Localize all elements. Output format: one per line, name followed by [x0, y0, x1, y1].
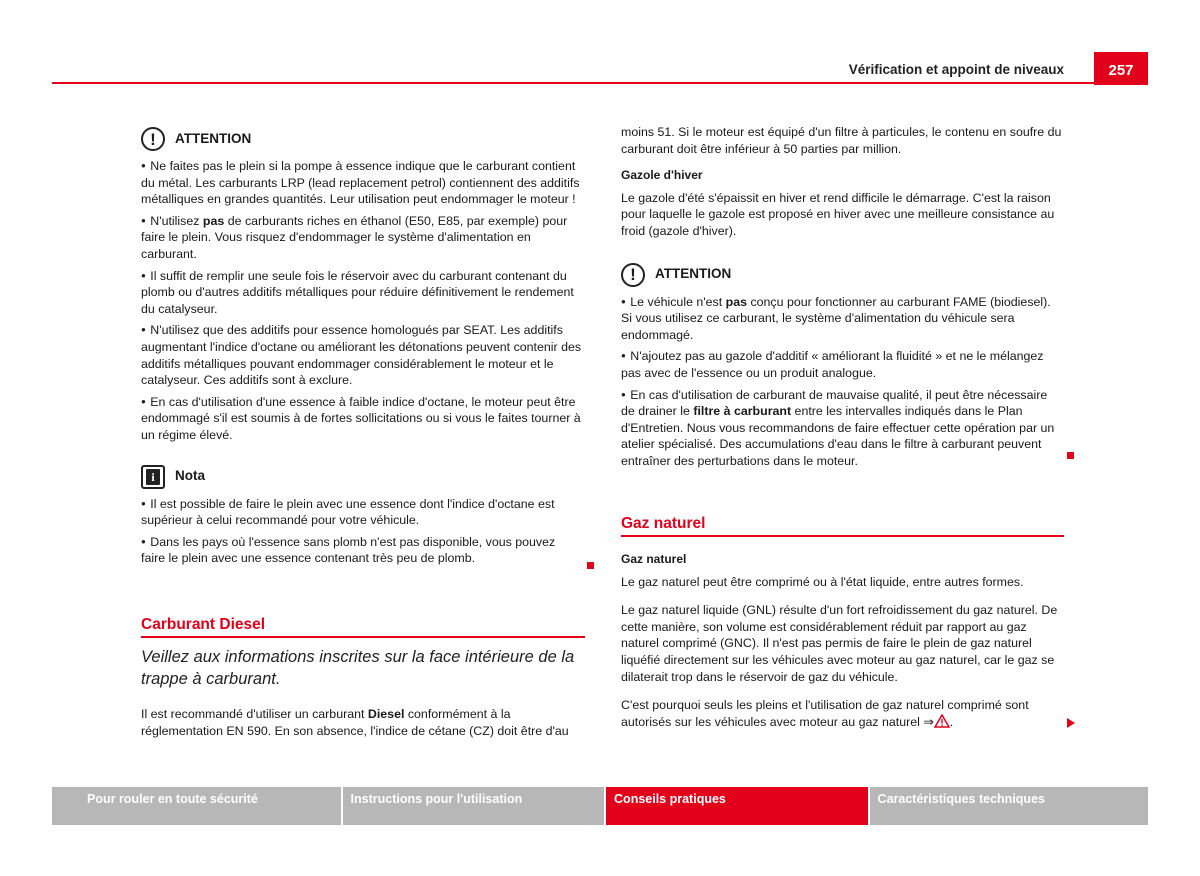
- header-rule: [52, 82, 1094, 84]
- page-number: 257: [1094, 52, 1148, 85]
- footer-tab-conseils[interactable]: Conseils pratiques: [606, 787, 868, 825]
- continue-arrow-icon: [1067, 718, 1075, 728]
- attention-title: ATTENTION: [175, 130, 252, 146]
- subhead-gaz: Gaz naturel: [621, 552, 687, 567]
- end-square-marker: [587, 562, 594, 569]
- footer-tab-securite[interactable]: Pour rouler en toute sécurité: [52, 787, 341, 825]
- nota-bullet: ● Dans les pays où l'essence sans plomb n'est pas disponible, vous pouvez faire le plein avec une essence contenant très peu de plomb.: [141, 534, 571, 567]
- info-icon: i: [141, 465, 165, 489]
- nota-heading: [141, 462, 585, 492]
- chapter-title: Vérification et appoint de niveaux: [848, 62, 1064, 77]
- attention-icon: !: [621, 263, 645, 287]
- attention-bullet: ● N'ajoutez pas au gazole d'additif « améliorant la fluidité » et ne le mélangez pas avec de l'essence ou un produit analogue.: [621, 348, 1064, 381]
- attention-bullet: ● En cas d'utilisation de carburant de mauvaise qualité, il peut être nécessaire de drainer le filtre à carburant entre les intervalles indiqués dans le Plan d'Entretien. Nous vous recommandons de faire effectuer cette opération par un atelier spécialisé. Des accumulations d'eau dans le filtre à carburant peuvent entraîner des perturbations dans le moteur.: [621, 387, 1064, 470]
- attention-bullet: ● N'utilisez que des additifs pour essence homologués par SEAT. Les additifs augmentant l'indice d'octane ou améliorant les détonations peuvent contenir des additifs métalliques pouvant endommager considérablement le moteur et le catalyseur. Ces additifs sont à exclure.: [141, 322, 585, 388]
- attention-bullet: ● Ne faites pas le plein si la pompe à essence indique que le carburant contient du métal. Les carburants LRP (lead replacement petrol) contiennent des additifs métalliques en grandes quantités. Leur utilisation peut endommager le moteur !: [141, 158, 585, 208]
- diesel-intro: Veillez aux informations inscrites sur la face intérieure de la trappe à carburant.: [141, 648, 575, 689]
- footer-nav: [52, 787, 1148, 825]
- diesel-text: Il est recommandé d'utiliser un carburant Diesel conformément à la réglementation EN 590. En son absence, l'indice de cétane (CZ) doit être d'au: [141, 707, 569, 739]
- attention-bullet: ● N'utilisez pas de carburants riches en éthanol (E50, E85, par exemple) pour faire le plein. Vous risquez d'endommager le système d'alimentation en carburant.: [141, 213, 585, 263]
- attention-heading: [621, 260, 1064, 290]
- diesel-continuation: moins 51. Si le moteur est équipé d'un filtre à particules, le contenu en soufre du carburant doit être inférieur à 50 parties par million.: [621, 125, 1062, 156]
- nota-bullet: ● Il est possible de faire le plein avec une essence dont l'indice d'octane est supérieur à celui recommandé pour votre véhicule.: [141, 496, 585, 529]
- subhead-gazole: Gazole d'hiver: [621, 168, 703, 183]
- left-column: [141, 124, 585, 740]
- end-square-marker: [1067, 452, 1074, 459]
- footer-tab-caracteristiques[interactable]: Caractéristiques techniques: [870, 787, 1148, 825]
- attention-heading: [141, 124, 585, 154]
- attention-title: ATTENTION: [655, 266, 732, 282]
- gaz-paragraph: C'est pourquoi seuls les pleins et l'utilisation de gaz naturel comprimé sont autorisés sur les véhicules avec moteur au gaz naturel ⇒ .: [621, 698, 1029, 729]
- gaz-paragraph: Le gaz naturel peut être comprimé ou à l'état liquide, entre autres formes.: [621, 574, 1024, 589]
- section-title-diesel: Carburant Diesel: [141, 617, 585, 639]
- attention-icon: !: [141, 127, 165, 151]
- attention-bullet: ● Le véhicule n'est pas conçu pour fonctionner au carburant FAME (biodiesel). Si vous utilisez ce carburant, le système d'alimentation du véhicule sera endommagé.: [621, 294, 1064, 344]
- warning-triangle-icon[interactable]: [934, 714, 950, 728]
- gaz-paragraph: Le gaz naturel liquide (GNL) résulte d'un fort refroidissement du gaz naturel. De cette manière, son volume est considérablement réduit par rapport au gaz naturel comprimé (GNC). Il n'est pas permis de faire le plein de gaz naturel liquéfié directement sur les véhicules avec moteur au gaz naturel, car le gaz se dilaterait trop dans le réservoir de gaz du véhicule.: [621, 603, 1058, 684]
- nota-title: Nota: [175, 468, 205, 484]
- right-column: [621, 124, 1064, 730]
- footer-tab-utilisation[interactable]: Instructions pour l'utilisation: [343, 787, 605, 825]
- attention-bullet: ● Il suffit de remplir une seule fois le réservoir avec du carburant contenant du plomb ou d'autres additifs métalliques pour réduire définitivement le rendement du catalyseur.: [141, 268, 585, 318]
- attention-bullet: ● En cas d'utilisation d'une essence à faible indice d'octane, le moteur peut être endommagé s'il est soumis à de fortes sollicitations ou si vous le faites tourner à un régime élevé.: [141, 394, 585, 444]
- gazole-text: Le gazole d'été s'épaissit en hiver et rend difficile le démarrage. C'est la raison pour laquelle le gazole est proposé en hiver avec une meilleure consistance au froid (gazole d'hiver).: [621, 190, 1055, 238]
- section-title-gaz: Gaz naturel: [621, 516, 1064, 538]
